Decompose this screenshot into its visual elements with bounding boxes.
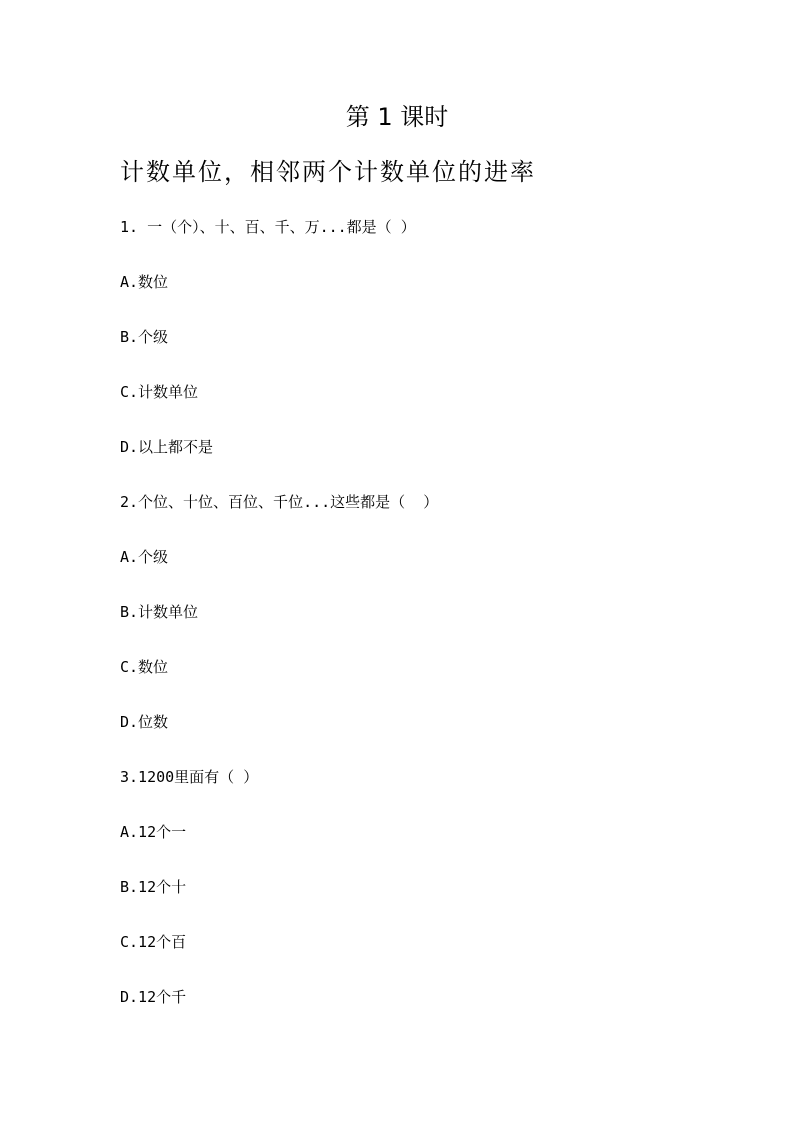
question-2-stem: 2.个位、十位、百位、千位...这些都是（ ） <box>120 493 439 511</box>
question-3-option-c: C.12个百 <box>120 933 187 951</box>
question-1-stem: 1. 一（个）、十、百、千、万...都是（ ） <box>120 218 416 236</box>
question-3-option-b: B.12个十 <box>120 878 187 896</box>
question-2-option-d: D.位数 <box>120 713 169 731</box>
question-1-option-c: C.计数单位 <box>120 383 199 401</box>
question-3-option-d: D.12个千 <box>120 988 187 1006</box>
question-3-option-a: A.12个一 <box>120 823 187 841</box>
question-1-option-a: A.数位 <box>120 273 169 291</box>
question-2-option-b: B.计数单位 <box>120 603 199 621</box>
question-3-stem: 3.1200里面有（ ） <box>120 768 259 786</box>
page-title: 第 1 课时 <box>345 103 449 131</box>
question-2-option-c: C.数位 <box>120 658 169 676</box>
question-2-option-a: A.个级 <box>120 548 169 566</box>
question-1-option-d: D.以上都不是 <box>120 438 214 456</box>
section-heading: 计数单位，相邻两个计数单位的进率 <box>120 158 536 186</box>
question-1-option-b: B.个级 <box>120 328 169 346</box>
